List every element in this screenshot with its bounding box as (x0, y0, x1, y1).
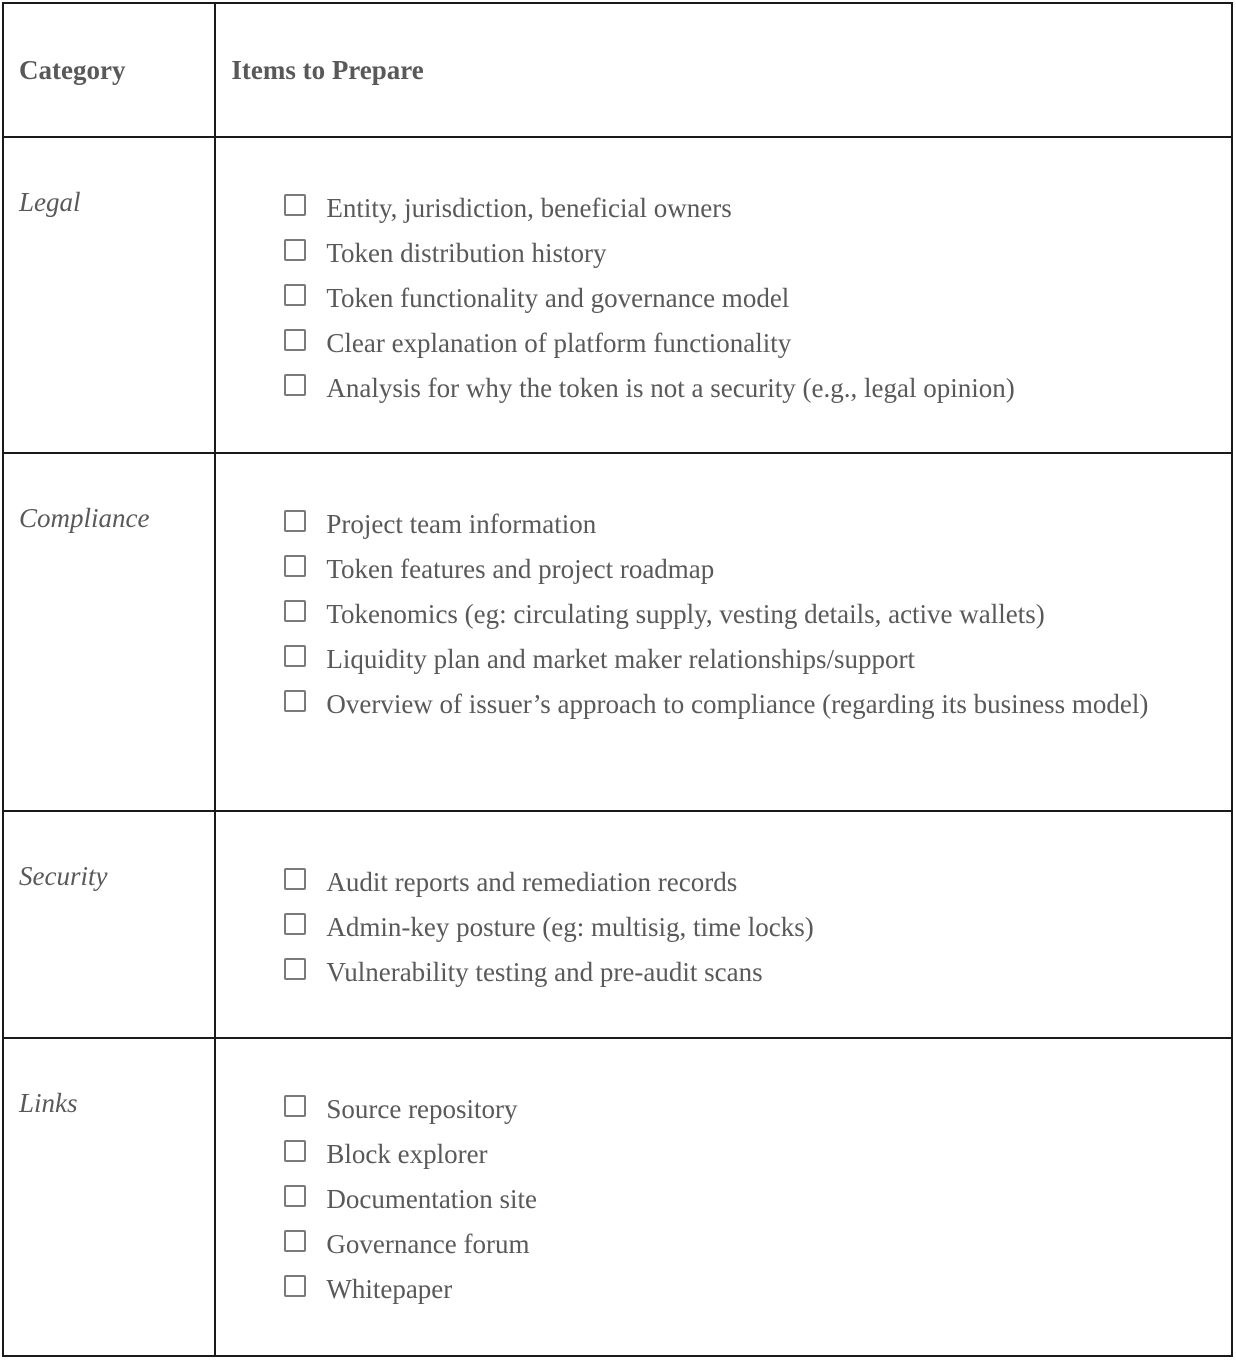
checkbox[interactable] (284, 284, 306, 306)
checklist-item-label: Overview of issuer’s approach to compliance (regarding its business model) (326, 689, 1149, 719)
checklist-item-label: Entity, jurisdiction, beneficial owners (326, 193, 732, 223)
checkbox[interactable] (284, 194, 306, 216)
checklist-item (284, 1267, 1231, 1312)
table-row-compliance (3, 453, 1232, 811)
category-label-compliance: Compliance (19, 503, 150, 533)
checklist (216, 186, 1231, 411)
items-column-header: Items to Prepare (215, 3, 1232, 137)
checkbox[interactable] (284, 913, 306, 935)
checklist-item-label: Source repository (326, 1094, 518, 1124)
checklist-item (284, 502, 1231, 547)
category-cell (3, 1038, 215, 1356)
checkbox[interactable] (284, 374, 306, 396)
checklist-item (284, 1222, 1231, 1267)
items-cell (215, 137, 1232, 453)
checklist-table (2, 2, 1233, 1357)
checklist-item-label: Project team information (326, 509, 597, 539)
checkbox[interactable] (284, 645, 306, 667)
table-row-security (3, 811, 1232, 1038)
checklist (216, 502, 1231, 727)
checkbox[interactable] (284, 1140, 306, 1162)
checklist-item-label: Whitepaper (326, 1274, 453, 1304)
checklist-item (284, 1177, 1231, 1222)
checkbox[interactable] (284, 1275, 306, 1297)
checklist-item (284, 592, 1231, 637)
checklist-item-label: Admin-key posture (eg: multisig, time locks) (326, 912, 814, 942)
checklist-item (284, 950, 1231, 995)
category-label-legal: Legal (19, 187, 81, 217)
checklist (216, 860, 1231, 995)
checklist-item-label: Tokenomics (eg: circulating supply, vesting details, active wallets) (326, 599, 1045, 629)
category-cell (3, 137, 215, 453)
checkbox[interactable] (284, 958, 306, 980)
checklist-item (284, 186, 1231, 231)
checklist-item (284, 860, 1231, 905)
checklist-item-label: Token functionality and governance model (326, 283, 790, 313)
checklist-item-label: Token distribution history (326, 238, 607, 268)
checkbox[interactable] (284, 1095, 306, 1117)
category-cell (3, 453, 215, 811)
checklist-item (284, 682, 1231, 727)
checklist-item (284, 637, 1231, 682)
checklist-item (284, 547, 1231, 592)
checklist-item-label: Clear explanation of platform functionality (326, 328, 792, 358)
checklist-item-label: Block explorer (326, 1139, 488, 1169)
checkbox[interactable] (284, 600, 306, 622)
items-cell (215, 1038, 1232, 1356)
checkbox[interactable] (284, 1230, 306, 1252)
table-header-row (3, 3, 1232, 137)
checklist-item-label: Vulnerability testing and pre-audit scans (326, 957, 763, 987)
checklist-item-label: Liquidity plan and market maker relationships/support (326, 644, 915, 674)
checkbox[interactable] (284, 510, 306, 532)
category-cell (3, 811, 215, 1038)
checklist-item-label: Governance forum (326, 1229, 530, 1259)
checklist-item (284, 1087, 1231, 1132)
checkbox[interactable] (284, 239, 306, 261)
checklist-item (284, 905, 1231, 950)
checkbox[interactable] (284, 690, 306, 712)
checklist-item (284, 1132, 1231, 1177)
checklist-item-label: Analysis for why the token is not a security (e.g., legal opinion) (326, 373, 1015, 403)
checklist-item (284, 276, 1231, 321)
items-cell (215, 453, 1232, 811)
checkbox[interactable] (284, 329, 306, 351)
checklist-item-label: Documentation site (326, 1184, 538, 1214)
checklist-item-label: Token features and project roadmap (326, 554, 715, 584)
checkbox[interactable] (284, 555, 306, 577)
table-row-legal (3, 137, 1232, 453)
checklist-item-label: Audit reports and remediation records (326, 867, 738, 897)
checklist (216, 1087, 1231, 1312)
category-label-links: Links (19, 1088, 78, 1118)
checklist-item (284, 321, 1231, 366)
checkbox[interactable] (284, 868, 306, 890)
table-row-links (3, 1038, 1232, 1356)
checklist-item (284, 366, 1231, 411)
category-label-security: Security (19, 861, 108, 891)
category-column-header: Category (3, 3, 215, 137)
checklist-item (284, 231, 1231, 276)
items-cell (215, 811, 1232, 1038)
checkbox[interactable] (284, 1185, 306, 1207)
